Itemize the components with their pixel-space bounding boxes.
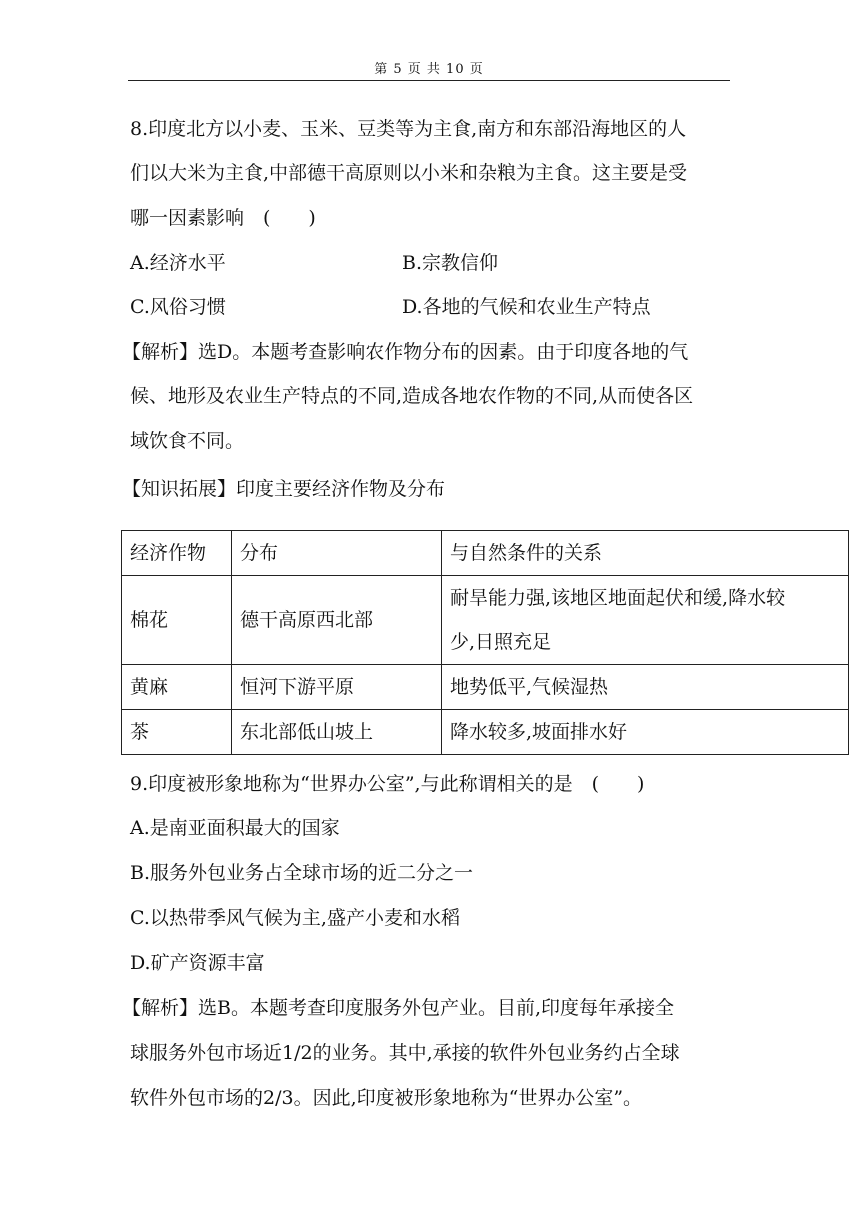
q8-option-a: A.经济水平 [130,252,226,274]
table-cell-relation [442,576,849,665]
table-cell-distribution: 恒河下游平原 [232,665,442,710]
q8-option-d: D.各地的气候和农业生产特点 [402,296,651,318]
q9-option-b: B.服务外包业务占全球市场的近二分之一 [130,862,474,884]
table-cell-distribution: 东北部低山坡上 [232,710,442,755]
q9-option-d: D.矿产资源丰富 [130,952,265,974]
q8-analysis-line-3: 域饮食不同。 [130,430,245,452]
q8-stem-line-3: 哪一因素影响 ( ) [130,207,316,229]
table-cell-relation: 地势低平,气候湿热 [442,665,849,710]
q8-analysis-line-1: 【解析】选D。本题考查影响农作物分布的因素。由于印度各地的气 [122,341,689,363]
table-row [122,665,849,710]
relation-line: 少,日照充足 [450,631,552,653]
q9-analysis-line-2: 球服务外包市场近1/2的业务。其中,承接的软件外包业务约占全球 [130,1042,680,1064]
knowledge-extension-title: 【知识拓展】印度主要经济作物及分布 [122,478,446,500]
crop-distribution-table [121,530,849,755]
table-header-cell: 与自然条件的关系 [442,531,849,576]
table-header-cell: 分布 [232,531,442,576]
q9-analysis-line-1: 【解析】选B。本题考查印度服务外包产业。目前,印度每年承接全 [122,997,675,1019]
table-header-row [122,531,849,576]
table-cell-crop: 棉花 [122,576,232,665]
q9-option-a: A.是南亚面积最大的国家 [130,817,340,839]
table-row [122,576,849,665]
q8-stem-line-1: 8.印度北方以小麦、玉米、豆类等为主食,南方和东部沿海地区的人 [130,118,687,140]
q8-option-c: C.风俗习惯 [130,296,226,318]
q9-analysis-line-3: 软件外包市场的2/3。因此,印度被形象地称为“世界办公室”。 [130,1087,643,1109]
header-divider [128,80,730,81]
relation-line: 耐旱能力强,该地区地面起伏和缓,降水较 [450,587,786,609]
table-cell-crop: 黄麻 [122,665,232,710]
q9-option-c: C.以热带季风气候为主,盛产小麦和水稻 [130,907,460,929]
table-cell-crop: 茶 [122,710,232,755]
table-header-cell: 经济作物 [122,531,232,576]
q8-option-b: B.宗教信仰 [402,252,499,274]
table-cell-relation: 降水较多,坡面排水好 [442,710,849,755]
q8-stem-line-2: 们以大米为主食,中部德干高原则以小米和杂粮为主食。这主要是受 [130,162,688,184]
table-row [122,710,849,755]
q8-analysis-line-2: 候、地形及农业生产特点的不同,造成各地农作物的不同,从而使各区 [130,385,694,407]
page-number-label: 第 5 页 共 10 页 [374,62,484,77]
table-cell-distribution: 德干高原西北部 [232,576,442,665]
q9-stem: 9.印度被形象地称为“世界办公室”,与此称谓相关的是 ( ) [130,773,645,795]
